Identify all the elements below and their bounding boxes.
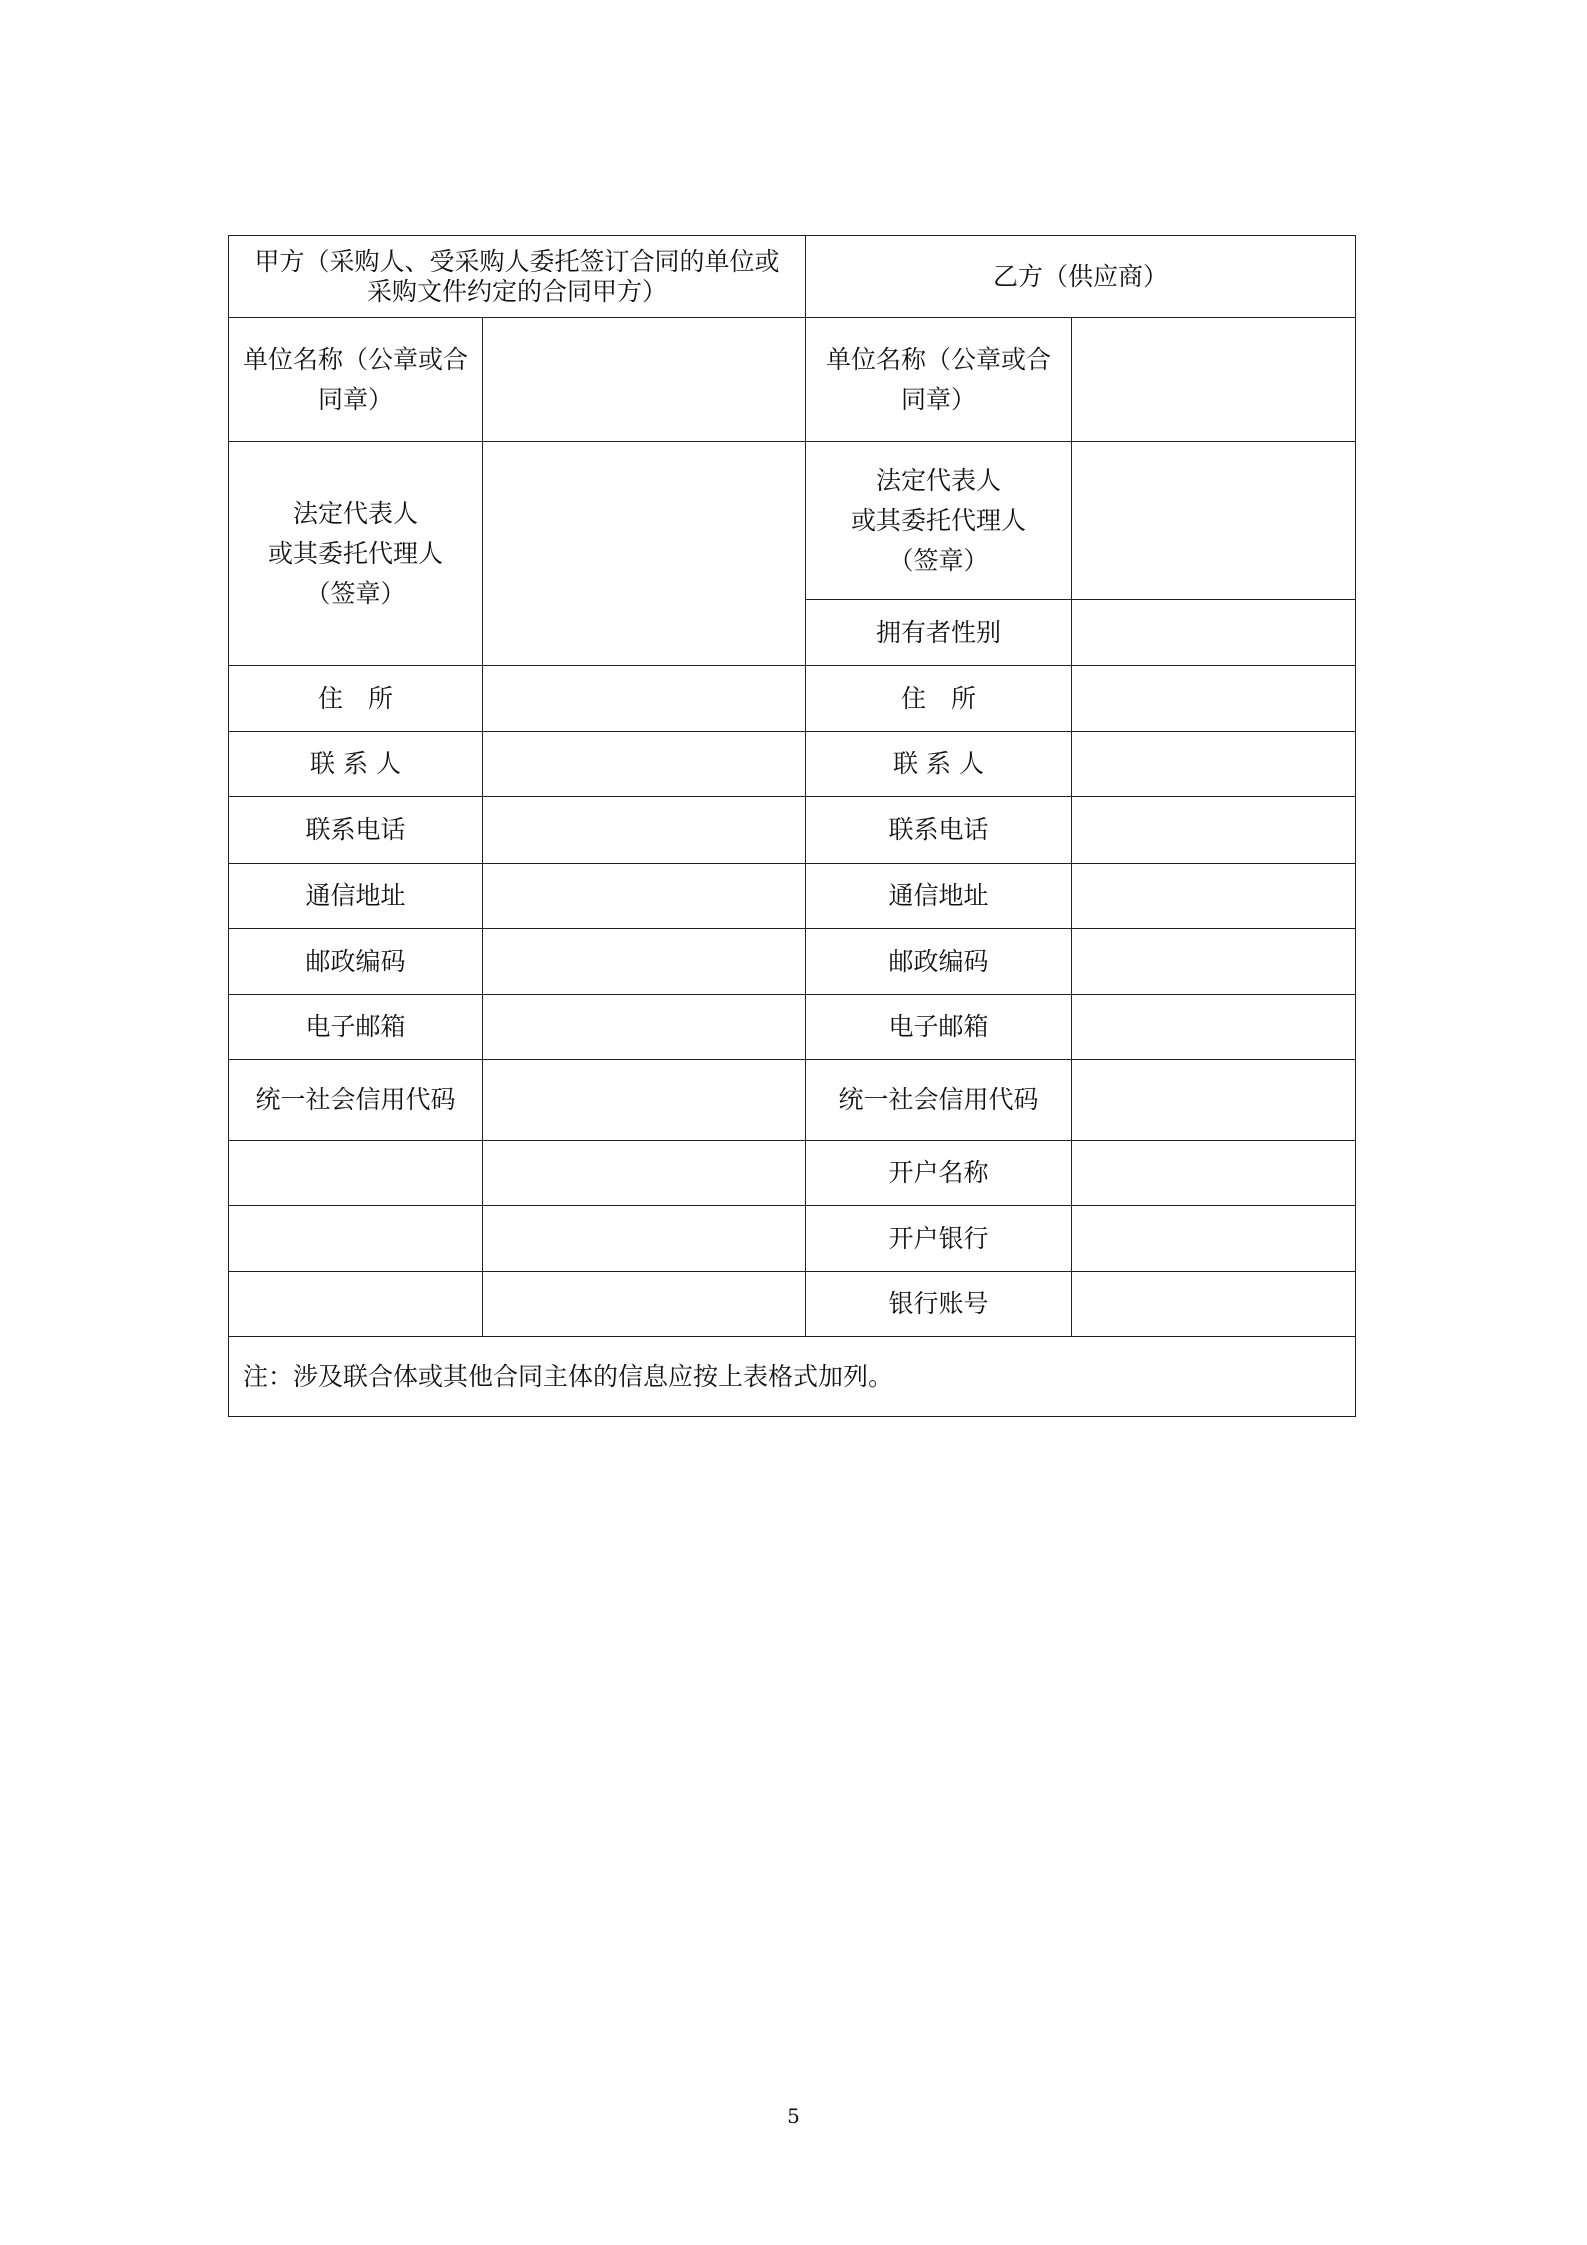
- a-mail-address-value[interactable]: [483, 864, 806, 929]
- a-email-value[interactable]: [483, 995, 806, 1060]
- a-credit-code-value[interactable]: [483, 1060, 806, 1141]
- a-contact-label: 联 系 人: [229, 732, 483, 797]
- b-mail-address-value[interactable]: [1072, 864, 1356, 929]
- b-address-value[interactable]: [1072, 666, 1356, 732]
- page-number: 5: [787, 2104, 800, 2128]
- b-phone-value[interactable]: [1072, 797, 1356, 864]
- b-contact-label: 联 系 人: [806, 732, 1072, 797]
- a-phone-label: 联系电话: [229, 797, 483, 864]
- b-account-no-value[interactable]: [1072, 1272, 1356, 1337]
- party-a-header: 甲方（采购人、受采购人委托签订合同的单位或采购文件约定的合同甲方）: [229, 236, 806, 318]
- b-credit-code-label: 统一社会信用代码: [806, 1060, 1072, 1141]
- b-unit-name-label: 单位名称（公章或合同章）: [806, 318, 1072, 442]
- b-owner-gender-label: 拥有者性别: [806, 600, 1072, 666]
- a-unit-name-value[interactable]: [483, 318, 806, 442]
- a-address-label: 住 所: [229, 666, 483, 732]
- b-bank-label: 开户银行: [806, 1206, 1072, 1272]
- b-mail-address-label: 通信地址: [806, 864, 1072, 929]
- a-email-label: 电子邮箱: [229, 995, 483, 1060]
- a-legal-rep-value[interactable]: [483, 442, 806, 666]
- party-b-header: 乙方（供应商）: [806, 236, 1356, 318]
- a-empty-cell[interactable]: [483, 1141, 806, 1206]
- b-email-label: 电子邮箱: [806, 995, 1072, 1060]
- contract-parties-table: [228, 235, 1356, 1417]
- a-empty-cell[interactable]: [229, 1141, 483, 1206]
- b-account-no-label: 银行账号: [806, 1272, 1072, 1337]
- b-legal-rep-value[interactable]: [1072, 442, 1356, 600]
- b-email-value[interactable]: [1072, 995, 1356, 1060]
- a-empty-cell[interactable]: [483, 1206, 806, 1272]
- b-credit-code-value[interactable]: [1072, 1060, 1356, 1141]
- a-empty-cell[interactable]: [229, 1206, 483, 1272]
- b-phone-label: 联系电话: [806, 797, 1072, 864]
- b-bank-value[interactable]: [1072, 1206, 1356, 1272]
- a-phone-value[interactable]: [483, 797, 806, 864]
- a-postcode-label: 邮政编码: [229, 929, 483, 995]
- b-account-name-label: 开户名称: [806, 1141, 1072, 1206]
- a-mail-address-label: 通信地址: [229, 864, 483, 929]
- a-empty-cell[interactable]: [483, 1272, 806, 1337]
- b-legal-rep-label: 法定代表人 或其委托代理人 （签章）: [806, 442, 1072, 600]
- table-note: 注：涉及联合体或其他合同主体的信息应按上表格式加列。: [229, 1337, 1356, 1417]
- a-credit-code-label: 统一社会信用代码: [229, 1060, 483, 1141]
- b-postcode-label: 邮政编码: [806, 929, 1072, 995]
- a-contact-value[interactable]: [483, 732, 806, 797]
- b-owner-gender-value[interactable]: [1072, 600, 1356, 666]
- a-unit-name-label: 单位名称（公章或合同章）: [229, 318, 483, 442]
- b-unit-name-value[interactable]: [1072, 318, 1356, 442]
- a-address-value[interactable]: [483, 666, 806, 732]
- b-account-name-value[interactable]: [1072, 1141, 1356, 1206]
- a-postcode-value[interactable]: [483, 929, 806, 995]
- b-contact-value[interactable]: [1072, 732, 1356, 797]
- a-empty-cell[interactable]: [229, 1272, 483, 1337]
- a-legal-rep-label: 法定代表人 或其委托代理人 （签章）: [229, 442, 483, 666]
- b-postcode-value[interactable]: [1072, 929, 1356, 995]
- b-address-label: 住 所: [806, 666, 1072, 732]
